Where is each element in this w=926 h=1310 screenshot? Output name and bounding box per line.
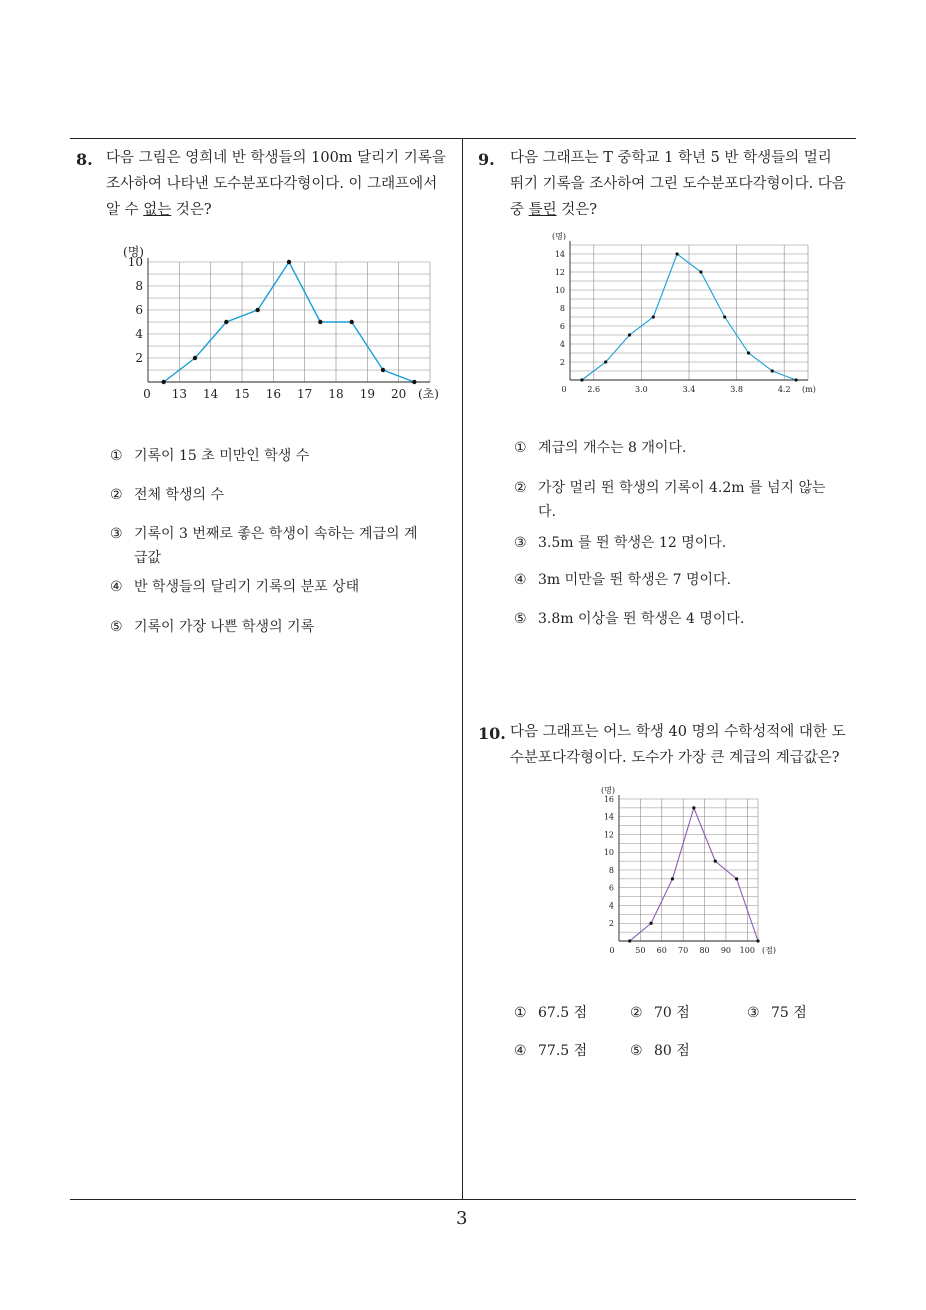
y-tick-label: 4: [608, 901, 614, 911]
y-tick-label: 6: [135, 303, 143, 318]
question-9-option-1[interactable]: [514, 436, 686, 460]
frequency-polygon-line: [630, 808, 758, 941]
option-marker: ⑤: [110, 619, 123, 635]
option-marker: ④: [110, 579, 123, 595]
x-tick-label: 3.0: [635, 385, 648, 394]
y-tick-label: 2: [135, 351, 143, 366]
y-tick-label: 16: [603, 794, 614, 804]
option-marker: ⑤: [514, 611, 527, 627]
question-10-option-2[interactable]: [630, 1001, 690, 1025]
x-tick-label: 19: [359, 387, 375, 401]
data-point: [795, 378, 798, 381]
data-point: [604, 360, 607, 363]
question-10-text: [510, 719, 862, 771]
y-tick-label: 8: [559, 303, 565, 313]
option-text: 77.5 점: [538, 1043, 588, 1059]
data-point: [628, 333, 631, 336]
bottom-rule: [70, 1199, 856, 1200]
x-axis-label: (초): [418, 387, 439, 401]
y-tick-label: 6: [608, 883, 614, 893]
question-9-line-3: [510, 197, 862, 223]
question-10-option-1[interactable]: [514, 1001, 587, 1025]
question-9-line-1: 다음 그래프는 T 중학교 1 학년 5 반 학생들의 멀리: [510, 150, 832, 166]
option-text: 67.5 점: [538, 1005, 588, 1021]
x-tick-label: 18: [328, 387, 344, 401]
data-point: [756, 939, 759, 942]
y-tick-label: 2: [608, 919, 614, 929]
data-point: [318, 320, 322, 324]
x-tick-label: 20: [391, 387, 407, 401]
option-text: 전체 학생의 수: [134, 487, 225, 503]
x-tick-label: 100: [739, 946, 755, 955]
question-10-chart-svg: [592, 783, 812, 958]
data-point: [224, 320, 228, 324]
data-point: [723, 315, 726, 318]
option-marker: ①: [514, 440, 527, 456]
option-text: 70 점: [654, 1005, 690, 1021]
question-9-underlined-word: 틀린: [528, 202, 557, 218]
question-8-chart-svg: [100, 235, 450, 410]
y-tick-label: 8: [608, 865, 614, 875]
question-8-chart: [100, 235, 450, 410]
x-tick-label: 90: [720, 946, 732, 955]
data-point: [699, 270, 702, 273]
top-rule: [70, 138, 856, 139]
option-marker: ②: [630, 1005, 643, 1021]
x-tick-label: 16: [265, 387, 281, 401]
y-tick-label: 10: [127, 255, 143, 270]
x-tick-label: 17: [297, 387, 313, 401]
x-tick-label: 15: [234, 387, 250, 401]
question-10-number: 10.: [478, 724, 506, 743]
option-marker: ③: [747, 1005, 760, 1021]
option-marker: ①: [110, 448, 123, 464]
data-point: [193, 356, 197, 360]
question-8-option-4[interactable]: [110, 575, 359, 599]
question-10-line-2: 수분포다각형이다. 도수가 가장 큰 계급의 계급값은?: [510, 750, 840, 766]
x-tick-label: 3.8: [730, 385, 743, 394]
question-9-line-3-a: 중: [510, 202, 529, 218]
x-tick-label: 3.4: [682, 385, 696, 394]
option-marker: ⑤: [630, 1043, 643, 1059]
data-point: [735, 877, 738, 880]
data-point: [255, 308, 259, 312]
question-9-line-3-b: 것은?: [556, 202, 598, 218]
option-marker: ①: [514, 1005, 527, 1021]
column-divider: [462, 138, 463, 1200]
x-tick-label: 80: [699, 946, 710, 955]
question-9-option-2[interactable]: [514, 476, 826, 524]
y-axis-label: (명): [552, 232, 566, 241]
data-point: [161, 380, 165, 384]
option-text: 가장 멀리 뛴 학생의 기록이 4.2m 를 넘지 않는: [538, 480, 826, 496]
y-tick-label: 6: [559, 321, 565, 331]
question-8-line-2: 조사하여 나타낸 도수분포다각형이다. 이 그래프에서: [106, 176, 438, 192]
option-text: 기록이 15 초 미만인 학생 수: [134, 448, 310, 464]
data-point: [628, 939, 631, 942]
option-marker: ④: [514, 1043, 527, 1059]
question-8-option-1[interactable]: [110, 444, 309, 468]
option-marker: ③: [514, 535, 527, 551]
option-text: 3.8m 이상을 뛴 학생은 4 명이다.: [538, 611, 745, 627]
page-number: 3: [456, 1208, 468, 1229]
option-marker: ③: [110, 526, 123, 542]
question-9-option-4[interactable]: [514, 568, 731, 592]
option-text: 기록이 가장 나쁜 학생의 기록: [134, 619, 315, 635]
x-tick-label: 14: [203, 387, 219, 401]
x-tick-label: 70: [678, 946, 689, 955]
question-8-number: 8.: [76, 150, 93, 169]
x-tick-label: 50: [635, 946, 646, 955]
data-point: [412, 380, 416, 384]
data-point: [714, 860, 717, 863]
y-tick-label: 2: [559, 357, 565, 367]
question-8-line-1: 다음 그림은 영희네 반 학생들의 100m 달리기 기록을: [106, 150, 446, 166]
question-10-option-4[interactable]: [514, 1039, 587, 1063]
question-8-option-2[interactable]: [110, 483, 224, 507]
option-text: 3.5m 를 뛴 학생은 12 명이다.: [538, 535, 727, 551]
y-tick-label: 10: [554, 285, 565, 295]
question-8-line-3-b: 것은?: [171, 202, 212, 218]
question-9-chart-svg: [540, 230, 830, 400]
data-point: [676, 252, 679, 255]
data-point: [671, 877, 674, 880]
question-8-line-3-a: 알 수: [106, 202, 144, 218]
y-axis-label: (명): [601, 786, 615, 795]
data-point: [287, 260, 291, 264]
question-9-option-3[interactable]: [514, 531, 726, 555]
question-10-option-3[interactable]: [747, 1001, 807, 1025]
data-point: [349, 320, 353, 324]
data-point: [747, 351, 750, 354]
y-tick-label: 8: [135, 279, 143, 294]
option-text-continued: 급값: [134, 550, 162, 566]
x-tick-label: 60: [656, 946, 667, 955]
y-tick-label: 10: [603, 848, 614, 858]
y-tick-label: 14: [554, 249, 565, 259]
y-axis-label: (명): [123, 245, 144, 259]
question-9-text: [510, 145, 862, 223]
y-tick-label: 4: [559, 339, 565, 349]
option-text-continued: 다.: [538, 504, 556, 520]
question-9-line-2: 뛰기 기록을 조사하여 그린 도수분포다각형이다. 다음: [510, 176, 846, 192]
y-tick-label: 12: [554, 267, 565, 277]
option-marker: ④: [514, 572, 527, 588]
y-tick-label: 14: [603, 812, 614, 822]
x-tick-label: 2.6: [587, 385, 601, 394]
option-text: 3m 미만을 뛴 학생은 7 명이다.: [538, 572, 732, 588]
question-8-underlined-word: 없는: [143, 202, 172, 218]
question-9-chart: [540, 230, 830, 400]
option-marker: ②: [110, 487, 123, 503]
question-10-chart: [592, 783, 812, 958]
option-text: 반 학생들의 달리기 기록의 분포 상태: [134, 579, 360, 595]
question-8-line-3: [106, 197, 456, 223]
option-marker: ②: [514, 480, 527, 496]
option-text: 75 점: [771, 1005, 807, 1021]
data-point: [381, 368, 385, 372]
x-axis-label: (점): [762, 946, 776, 955]
data-point: [652, 315, 655, 318]
x-tick-label: 4.2: [777, 385, 791, 394]
option-text: 기록이 3 번째로 좋은 학생이 속하는 계급의 계: [134, 526, 418, 542]
data-point: [580, 378, 583, 381]
x-axis-label: (m): [802, 385, 816, 394]
question-10-option-5[interactable]: [630, 1039, 690, 1063]
question-9-number: 9.: [478, 150, 495, 169]
y-tick-label: 4: [135, 327, 143, 342]
origin-label: 0: [561, 385, 567, 394]
x-tick-label: 13: [171, 387, 187, 401]
data-point: [649, 922, 652, 925]
question-8-text: [106, 145, 456, 223]
origin-label: 0: [143, 387, 151, 401]
question-8-option-5[interactable]: [110, 615, 314, 639]
data-point: [771, 369, 774, 372]
question-8-option-3[interactable]: [110, 522, 418, 570]
question-10-line-1: 다음 그래프는 어느 학생 40 명의 수학성적에 대한 도: [510, 724, 846, 740]
option-text: 계급의 개수는 8 개이다.: [538, 440, 687, 456]
option-text: 80 점: [654, 1043, 690, 1059]
question-9-option-5[interactable]: [514, 607, 744, 631]
data-point: [692, 806, 695, 809]
origin-label: 0: [609, 946, 615, 955]
y-tick-label: 12: [603, 830, 614, 840]
